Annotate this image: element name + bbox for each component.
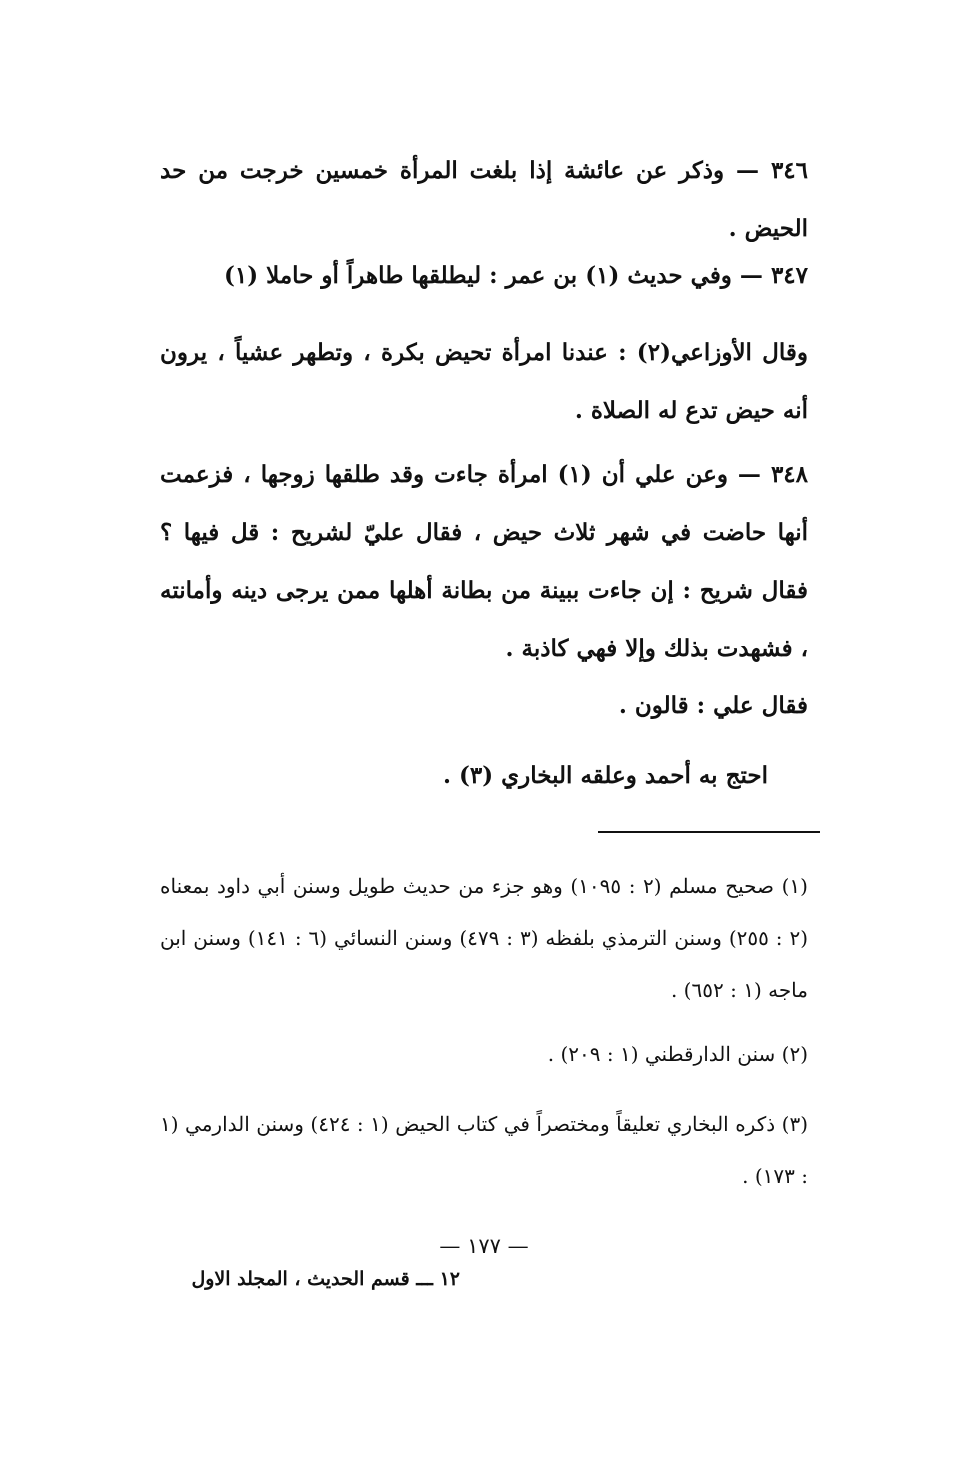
footnote-separator — [598, 831, 820, 833]
footnote-2: (٢) سنن الدارقطني (١ : ٢٠٩) . — [547, 1042, 808, 1066]
paragraph-ali-said: فقال علي : قالون . — [618, 692, 808, 719]
paragraph-awzai: وقال الأوزاعي(٢) : عندنا امرأة تحيض بكرة ، وتطهر عشياً ، يرون أنه حيض تدع له الصلاة . — [160, 339, 809, 424]
paragraph-ihtajja: احتج به أحمد وعلقه البخاري (٣) . — [442, 762, 768, 789]
paragraph-hadith-348: ٣٤٨ — وعن علي أن (١) امرأة جاءت وقد طلقها زوجها ، فزعمت أنها حاضت في شهر ثلاث حيض ، فقال عليّ لشريح : قل فيها ؟ فقال شريح : إن جاءت ببينة من بطانة أهلها ممن يرجى دينه وأمانته ، فشهدت بذلك وإلا فهي كاذبة . — [160, 461, 809, 662]
paragraph-hadith-347: ٣٤٧ — وفي حديث (١) بن عمر : ليطلقها طاهراً أو حاملا (١) — [223, 262, 808, 289]
page-number: — ١٧٧ — — [439, 1234, 529, 1258]
paragraph-hadith-346: ٣٤٦ — وذكر عن عائشة إذا بلغت المرأة خمسين خرجت من حد الحيض . — [160, 157, 808, 242]
footnote-3: (٣) ذكره البخاري تعليقاً ومختصراً في كتاب الحيض (١ : ٤٢٤) وسنن الدارمي (١ : ١٧٣) . — [160, 1112, 808, 1188]
signature-line: ١٢ ـــ قسم الحديث ، المجلد الاول — [191, 1268, 460, 1290]
footnote-1: (١) صحيح مسلم (٢ : ١٠٩٥) وهو جزء من حديث طويل وسنن أبي داود بمعناه (٢ : ٢٥٥) وسنن الترمذي بلفظه (٣ : ٤٧٩) وسنن النسائي (٦ : ١٤١) وسنن ابن ماجه (١ : ٦٥٢) . — [160, 874, 809, 1002]
